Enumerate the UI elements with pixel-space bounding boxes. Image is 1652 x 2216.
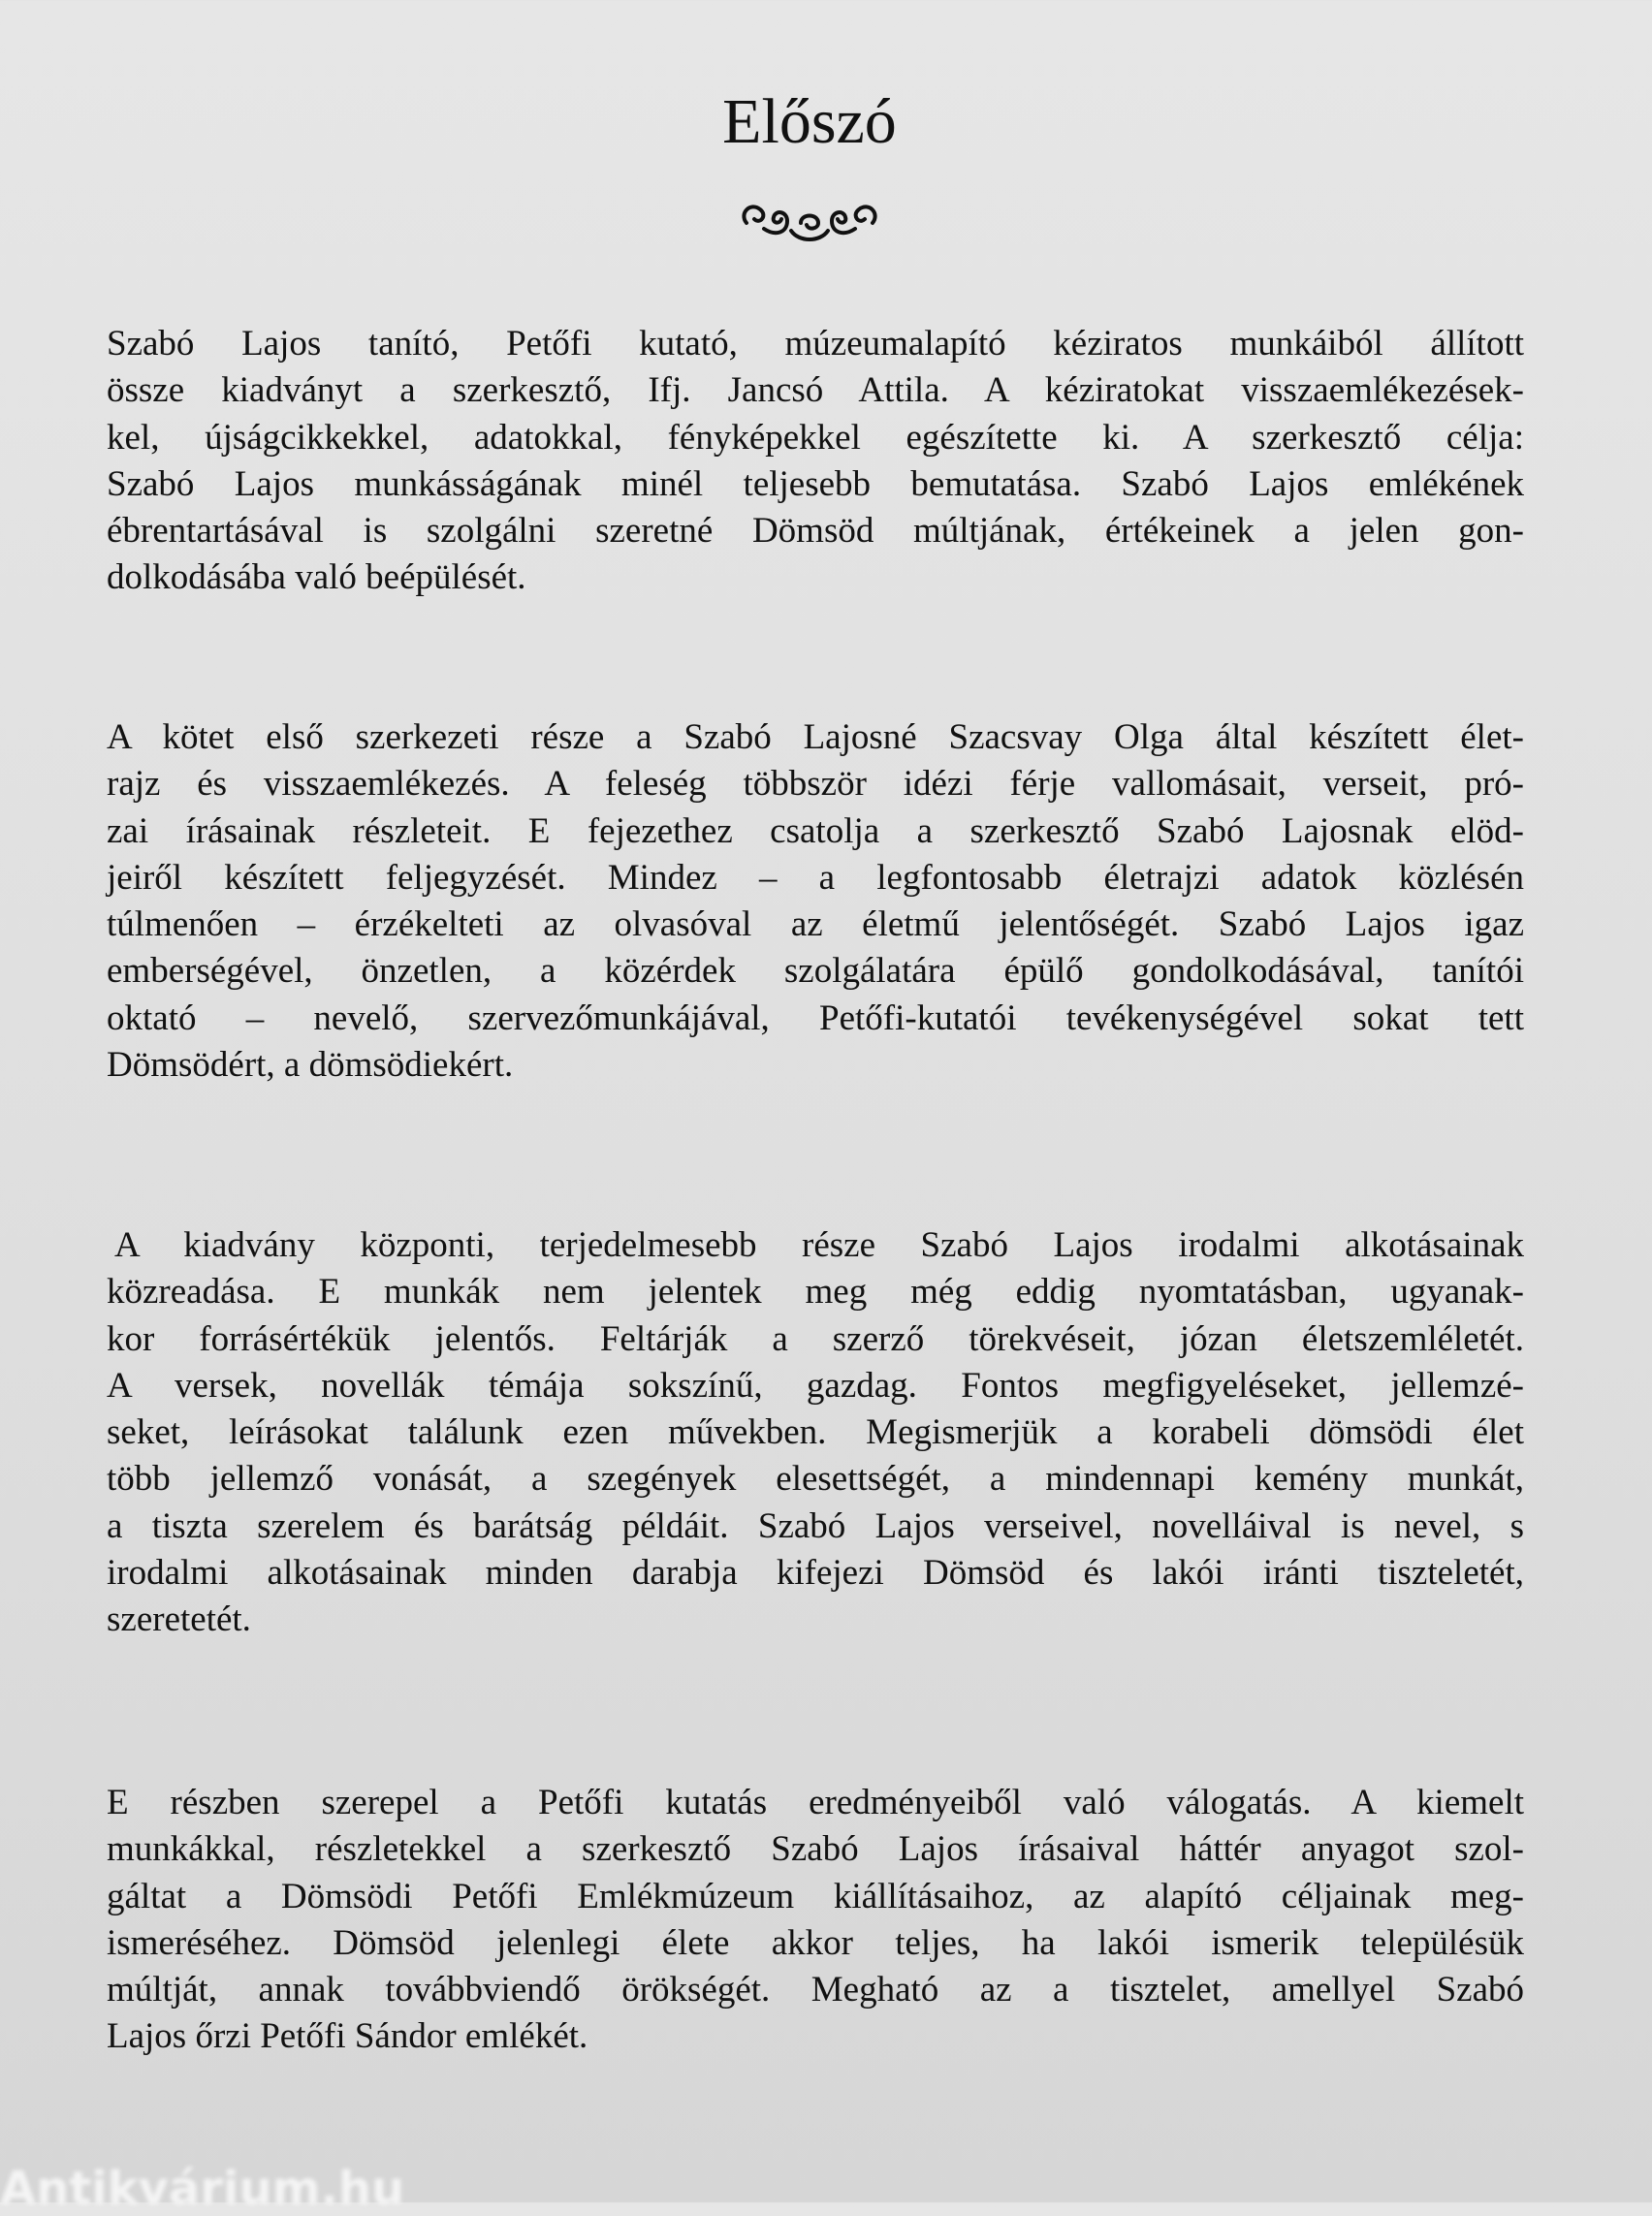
paragraph-3 [107, 1222, 1524, 1644]
ornament-flourish-icon [737, 194, 882, 248]
text-line: A kiadvány központi, terjedelmesebb része Szabó Lajos irodalmi alkotásainak [114, 1225, 1524, 1265]
text-line: kor forrásértékük jelentős. Feltárják a szerző törekvéseit, józan életszemléletét. [107, 1318, 1524, 1359]
page-title: Előszó [722, 86, 897, 157]
text-line: A versek, novellák témája sokszínű, gazdag. Fontos megfigyeléseket, jellemzé- [107, 1365, 1524, 1406]
text-line: ébrentartásával is szolgálni szeretné Dömsöd múltjának, értékeinek a jelen gon- [107, 511, 1524, 552]
paragraph-4 [107, 1780, 1524, 2061]
text-line: oktató – nevelő, szervezőmunkájával, Petőfi-kutatói tevékenységével sokat tett [107, 997, 1524, 1038]
text-line: jeiről készített feljegyzését. Mindez – a legfontosabb életrajzi adatok közlésén [107, 857, 1524, 898]
text-line: Szabó Lajos munkásságának minél teljesebb bemutatása. Szabó Lajos emlékének [107, 463, 1524, 504]
text-line: gáltat a Dömsödi Petőfi Emlékmúzeum kiállításaihoz, az alapító céljainak meg- [107, 1876, 1524, 1916]
watermark: Antikvárium.hu [0, 2162, 405, 2216]
text-line: rajz és visszaemlékezés. A feleség többször idézi férje vallomásait, verseit, pró- [107, 764, 1524, 805]
text-line: Dömsödért, a dömsödiekért. [107, 1045, 514, 1086]
paragraph-2 [107, 714, 1524, 1089]
paragraph-1 [107, 321, 1524, 602]
text-line: Szabó Lajos tanító, Petőfi kutató, múzeumalapító kéziratos munkáiból állított [107, 324, 1524, 364]
text-line: ismeréséhez. Dömsöd jelenlegi élete akkor teljes, ha lakói ismerik településük [107, 1922, 1524, 1963]
text-line: múltját, annak továbbviendő örökségét. Megható az a tisztelet, amellyel Szabó [107, 1970, 1524, 2010]
text-line: szeretetét. [107, 1599, 251, 1640]
text-line: túlmenően – érzékelteti az olvasóval az életmű jelentőségét. Szabó Lajos igaz [107, 904, 1524, 945]
text-line: seket, leírásokat találunk ezen művekben. Megismerjük a korabeli dömsödi élet [107, 1412, 1524, 1453]
text-line: össze kiadványt a szerkesztő, Ifj. Jancsó Attila. A kéziratokat visszaemlékezések- [107, 370, 1524, 411]
text-line: A kötet első szerkezeti része a Szabó Lajosné Szacsvay Olga által készített élet- [107, 717, 1524, 757]
text-line: dolkodásába való beépülését. [107, 557, 526, 598]
text-line: kel, újságcikkekkel, adatokkal, fényképekkel egészítette ki. A szerkesztő célja: [107, 417, 1524, 458]
text-line: irodalmi alkotásainak minden darabja kifejezi Dömsöd és lakói iránti tiszteletét, [107, 1553, 1524, 1594]
text-line: zai írásainak részleteit. E fejezethez csatolja a szerkesztő Szabó Lajosnak elöd- [107, 810, 1524, 851]
text-line: Lajos őrzi Petőfi Sándor emlékét. [107, 2016, 588, 2057]
text-line: munkákkal, részletekkel a szerkesztő Szabó Lajos írásaival háttér anyagot szol- [107, 1829, 1524, 1870]
text-line: több jellemző vonását, a szegények elesettségét, a mindennapi kemény munkát, [107, 1459, 1524, 1500]
text-line: emberségével, önzetlen, a közérdek szolgálatára épülő gondolkodásával, tanítói [107, 951, 1524, 992]
text-line: E részben szerepel a Petőfi kutatás eredményeiből való válogatás. A kiemelt [107, 1783, 1524, 1822]
text-line: a tiszta szerelem és barátság példáit. Szabó Lajos verseivel, novelláival is nevel, s [107, 1505, 1524, 1546]
text-line: közreadása. E munkák nem jelentek meg még eddig nyomtatásban, ugyanak- [107, 1272, 1524, 1313]
